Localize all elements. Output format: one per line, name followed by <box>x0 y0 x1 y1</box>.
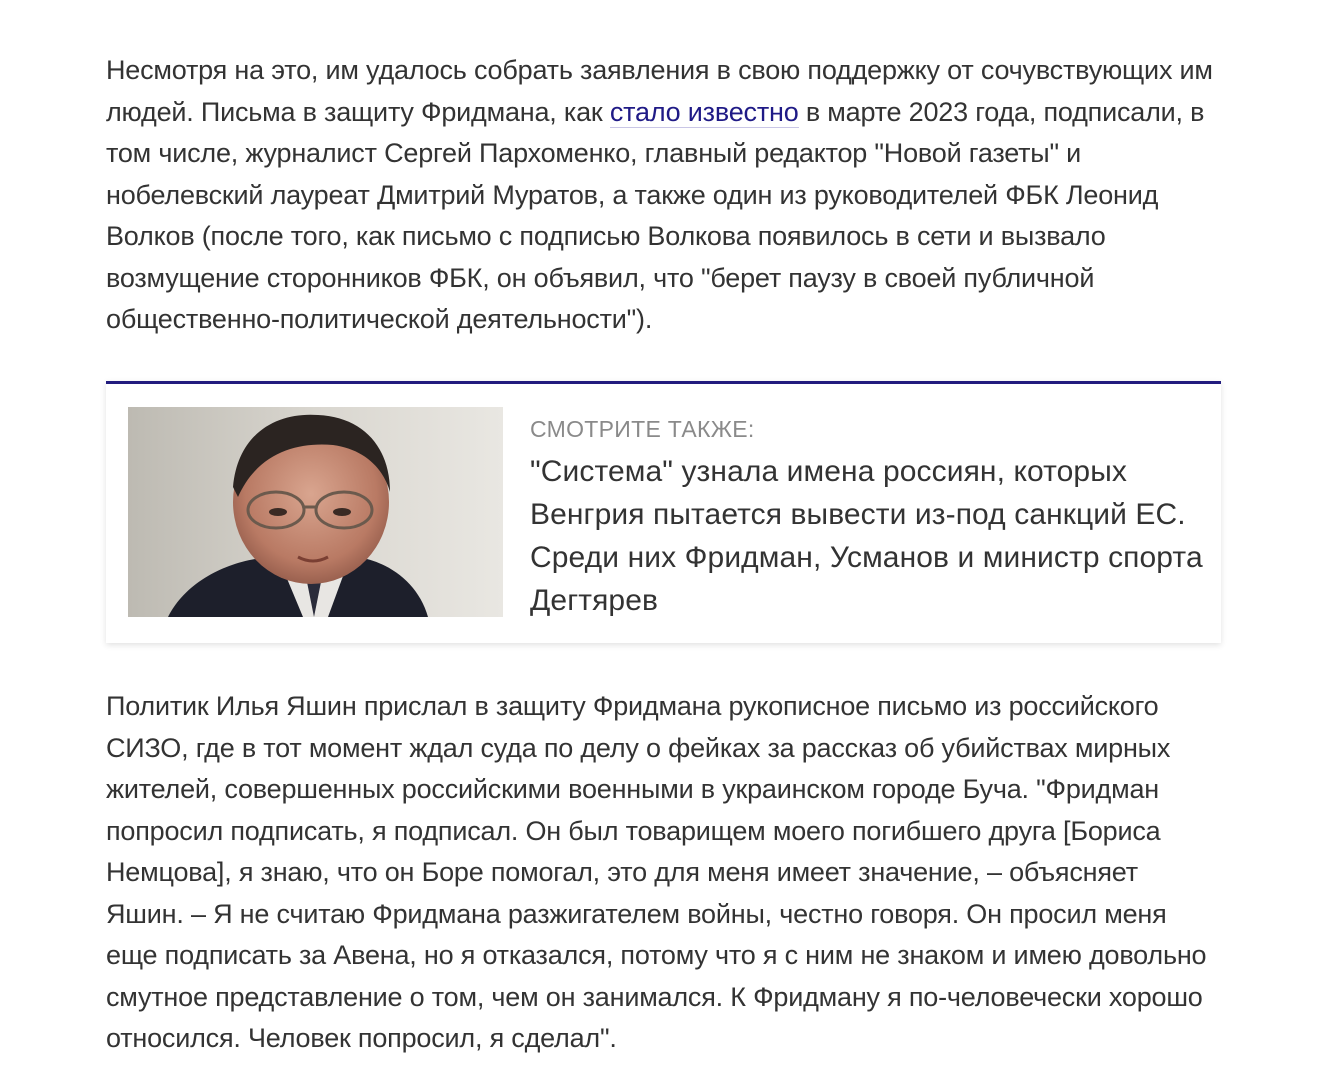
portrait-image <box>128 407 503 617</box>
article-paragraph: Политик Илья Яшин прислал в защиту Фридмана рукописное письмо из российского СИЗО, где в тот момент ждал суда по делу о фейках за рассказ об убийствах мирных жителей, совершенных российскими военными в украинском городе Буча. "Фридман попросил подписать, я подписал. Он был товарищем моего погибшего друга [Бориса Немцова], я знаю, что он Боре помогал, это для меня имеет значение, – объясняет Яшин. – Я не считаю Фридмана разжигателем войны, честно говоря. Он просил меня еще подписать за Авена, но я отказался, потому что я с ним не знаком и имею довольно смутное представление о том, чем он занимался. К Фридману я по-человечески хорошо относился. Человек попросил, я сделал". <box>106 691 1207 1053</box>
paragraph-text: Несмотря на это, им удалось собрать заявления в свою поддержку от сочувствующих им людей. Письма в защиту Фридмана, как <box>106 55 1213 127</box>
article-paragraph <box>106 50 1221 341</box>
see-also-text <box>530 414 1210 622</box>
see-also-block[interactable] <box>106 381 1221 643</box>
inline-link-stalo-izvestno[interactable]: стало известно <box>609 96 799 127</box>
see-also-kicker: СМОТРИТЕ ТАКЖЕ: <box>530 416 755 442</box>
see-also-photo[interactable] <box>128 407 503 617</box>
paragraph-text: в марте 2023 года, подписали, в том числе, журналист Сергей Пархоменко, главный редактор "Новой газеты" и нобелевский лауреат Дмитрий Муратов, а также один из руководителей ФБК Леонид Волков (после того, как письмо с подписью Волкова появилось в сети и вызвало возмущение сторонников ФБК, он объявил, что "берет паузу в своей публичной общественно-политической деятельности"). <box>106 96 1205 334</box>
see-also-headline-link[interactable]: "Система" узнала имена россиян, которых Венгрия пытается вывести из-под санкций ЕС. Среди них Фридман, Усманов и министр спорта Дегтярев <box>530 455 1203 617</box>
